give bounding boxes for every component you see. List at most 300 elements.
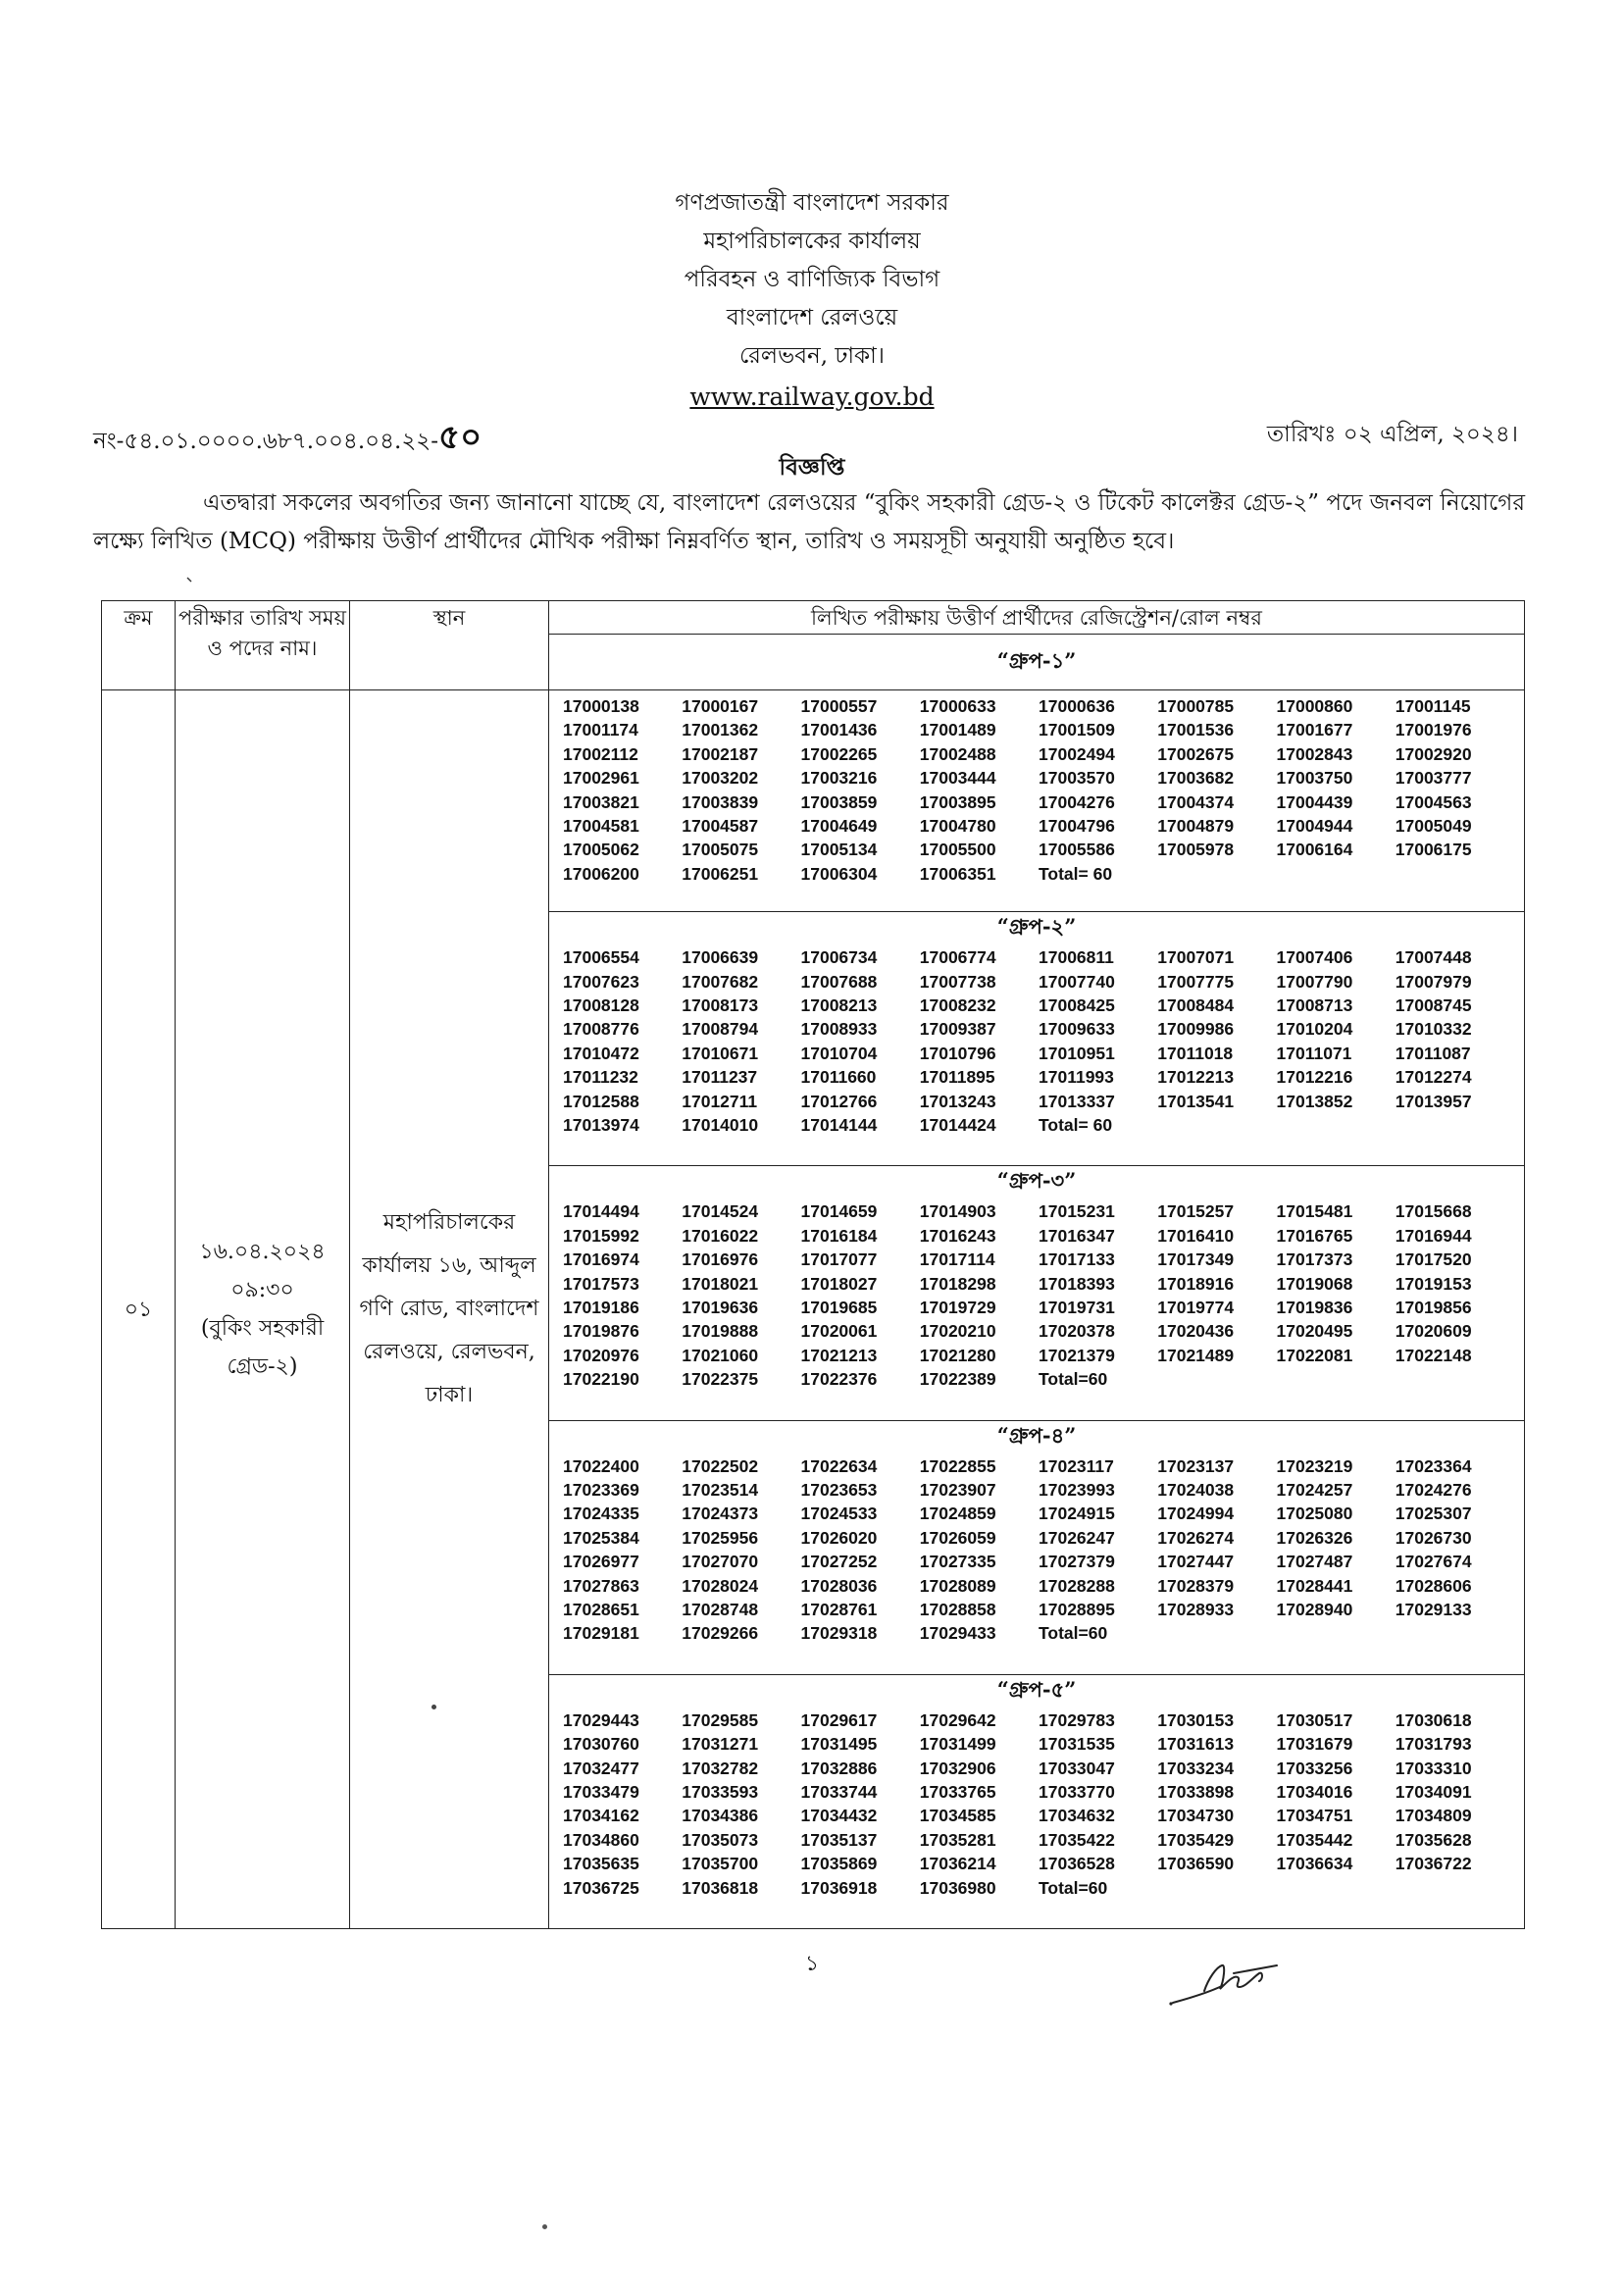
roll-number: 17001489	[919, 720, 996, 740]
roll-number: 17007448	[1395, 947, 1472, 968]
roll-number: 17001436	[800, 720, 878, 740]
roll-number: 17016974	[563, 1249, 639, 1270]
roll-number: 17018393	[1039, 1273, 1115, 1294]
roll-list	[549, 942, 1524, 1143]
memo-number-suffix: ৫০	[438, 418, 482, 457]
roll-number: 17003202	[682, 768, 759, 789]
roll-number: 17012216	[1276, 1067, 1353, 1088]
roll-number: 17003859	[800, 791, 878, 812]
roll-number: 17022081	[1276, 1345, 1353, 1365]
roll-number: 17006554	[563, 947, 639, 968]
group-title: “গ্রুপ-১”	[996, 648, 1077, 673]
roll-number: 17016184	[800, 1225, 878, 1246]
stray-dot	[542, 2224, 547, 2229]
roll-number: 17005500	[919, 840, 996, 860]
roll-number: 17019774	[1157, 1298, 1235, 1318]
roll-number: 17033770	[1039, 1782, 1115, 1802]
roll-number: 17034386	[682, 1806, 759, 1826]
roll-number: 17034585	[919, 1806, 996, 1826]
roll-number: 17022634	[800, 1455, 878, 1476]
office-address: রেলভবন, ঢাকা।	[738, 343, 886, 369]
roll-number: 17029181	[563, 1623, 639, 1644]
department-name: পরিবহন ও বাণিজ্যিক বিভাগ	[684, 267, 940, 292]
roll-number: 17025307	[1395, 1504, 1472, 1524]
roll-number: 17006251	[682, 863, 759, 884]
roll-number: 17023369	[563, 1480, 639, 1501]
roll-number: 17013541	[1157, 1091, 1235, 1111]
roll-number: 17012711	[682, 1091, 758, 1111]
roll-number: 17025384	[563, 1527, 639, 1548]
roll-number: 17006811	[1039, 947, 1114, 968]
roll-number: 17004780	[919, 816, 996, 837]
roll-number: 17003682	[1157, 768, 1235, 789]
roll-number: 17008713	[1276, 995, 1353, 1016]
roll-number: 17033479	[563, 1782, 639, 1802]
roll-number: 17022190	[563, 1369, 639, 1390]
roll-number: 17020378	[1039, 1321, 1115, 1342]
roll-number: 17034016	[1276, 1782, 1353, 1802]
roll-number: 17007623	[563, 971, 639, 992]
roll-number: 17029318	[800, 1623, 878, 1644]
row-date-time	[176, 690, 350, 1929]
roll-number: 17018916	[1157, 1273, 1235, 1294]
roll-number: 17008484	[1157, 995, 1235, 1016]
roll-number: 17019731	[1039, 1298, 1115, 1318]
roll-number: 17035429	[1157, 1829, 1235, 1850]
roll-number: 17028933	[1157, 1600, 1235, 1620]
group-title: “গ্রুপ-৩”	[996, 1168, 1077, 1194]
notice-title: বিজ্ঞপ্তি	[779, 454, 845, 481]
roll-number: 17006164	[1276, 840, 1353, 860]
roll-number: 17036818	[682, 1877, 759, 1898]
roll-number: 17026247	[1039, 1527, 1115, 1548]
roll-number: 17001145	[1395, 696, 1471, 716]
roll-number: 17036590	[1157, 1854, 1235, 1874]
roll-number: 17011071	[1276, 1043, 1352, 1063]
roll-number: 17011993	[1039, 1067, 1114, 1088]
roll-number: 17002675	[1157, 743, 1235, 764]
roll-number: 17034860	[563, 1829, 639, 1850]
roll-number: 17007406	[1276, 947, 1353, 968]
roll-number: 17023993	[1039, 1480, 1115, 1501]
roll-list	[549, 1451, 1524, 1652]
roll-number: 17018021	[682, 1273, 759, 1294]
roll-number: 17025956	[682, 1527, 759, 1548]
roll-number: 17000785	[1157, 696, 1235, 716]
roll-number: 17017133	[1039, 1249, 1115, 1270]
roll-number: 17035137	[800, 1829, 878, 1850]
roll-number: 17019685	[800, 1298, 878, 1318]
roll-number: 17026977	[563, 1552, 639, 1572]
roll-number: 17002265	[800, 743, 878, 764]
table-row	[102, 690, 1525, 912]
roll-number: 17028761	[800, 1600, 878, 1620]
roll-number: 17011087	[1395, 1043, 1471, 1063]
roll-number: 17003777	[1395, 768, 1472, 789]
roll-number: 17031793	[1395, 1734, 1472, 1755]
roll-number: 17013337	[1039, 1091, 1115, 1111]
roll-number: 17010204	[1276, 1019, 1353, 1040]
roll-number: 17028940	[1276, 1600, 1353, 1620]
roll-number: 17022855	[919, 1455, 996, 1476]
group-5-cell	[549, 1674, 1525, 1928]
roll-number: 17022148	[1395, 1345, 1472, 1365]
roll-number: 17019888	[682, 1321, 759, 1342]
roll-number: 17004581	[563, 816, 639, 837]
roll-number: 17031495	[800, 1734, 878, 1755]
roll-number: 17029642	[919, 1709, 996, 1730]
roll-number: 17002112	[563, 743, 638, 764]
roll-number: 17008794	[682, 1019, 759, 1040]
roll-number: 17029585	[682, 1709, 759, 1730]
roll-number: 17024373	[682, 1504, 759, 1524]
roll-number: 17033744	[800, 1782, 878, 1802]
roll-number: 17002488	[919, 743, 996, 764]
roll-number: 17003444	[919, 768, 996, 789]
roll-number: 17011018	[1157, 1043, 1234, 1063]
roll-number: 17004374	[1157, 791, 1235, 812]
roll-list	[549, 690, 1524, 892]
roll-number: 17035869	[800, 1854, 878, 1874]
roll-number: 17024994	[1157, 1504, 1235, 1524]
roll-number: 17036918	[800, 1877, 878, 1898]
roll-number: 17033765	[919, 1782, 996, 1802]
roll-number: 17016347	[1039, 1225, 1115, 1246]
row-time: ০৯:৩০	[230, 1278, 294, 1302]
roll-number: 17022389	[919, 1369, 996, 1390]
roll-number: 17001362	[682, 720, 759, 740]
roll-number: 17014424	[919, 1115, 996, 1136]
roll-number: 17030618	[1395, 1709, 1472, 1730]
roll-number: 17008425	[1039, 995, 1115, 1016]
roll-number: 17021379	[1039, 1345, 1115, 1365]
row-venue: মহাপরিচালকের কার্যালয় ১৬, আব্দুল গণি রোড, বাংলাদেশ রেলওয়ে, রেলভবন, ঢাকা।	[350, 690, 549, 1929]
roll-number: 17003821	[563, 791, 639, 812]
roll-number: 17010332	[1395, 1019, 1472, 1040]
roll-number: 17008173	[682, 995, 759, 1016]
roll-number: 17024257	[1276, 1480, 1353, 1501]
roll-number: 17006200	[563, 863, 639, 884]
roll-number: 17027674	[1395, 1552, 1472, 1572]
roll-number: 17007775	[1157, 971, 1235, 992]
group-4-cell	[549, 1420, 1525, 1674]
roll-number: 17030153	[1157, 1709, 1235, 1730]
roll-number: 17022376	[800, 1369, 878, 1390]
roll-number: 17022375	[682, 1369, 759, 1390]
roll-number: 17026274	[1157, 1527, 1235, 1548]
roll-number: 17007071	[1157, 947, 1235, 968]
roll-number: 17000557	[800, 696, 878, 716]
roll-number: 17031679	[1276, 1734, 1353, 1755]
roll-number: 17032782	[682, 1758, 759, 1778]
roll-number: 17004879	[1157, 816, 1235, 837]
roll-number: 17005049	[1395, 816, 1472, 837]
roll-number: 17001536	[1157, 720, 1235, 740]
roll-number: 17022502	[682, 1455, 759, 1476]
roll-number: 17010796	[919, 1043, 996, 1063]
roll-number: 17029133	[1395, 1600, 1472, 1620]
results-table	[101, 600, 1525, 1929]
roll-number: 17013974	[563, 1115, 639, 1136]
roll-number: 17000860	[1276, 696, 1353, 716]
roll-number: 17008232	[919, 995, 996, 1016]
stray-mark-icon	[186, 577, 192, 583]
roll-number: 17034091	[1395, 1782, 1472, 1802]
roll-number: 17001174	[563, 720, 638, 740]
roll-number: 17002961	[563, 768, 639, 789]
group-3-cell	[549, 1166, 1525, 1420]
roll-number: 17028858	[919, 1600, 996, 1620]
roll-number: 17005062	[563, 840, 639, 860]
roll-number: 17028089	[919, 1575, 996, 1596]
roll-number: 17034432	[800, 1806, 878, 1826]
roll-number: 17033898	[1157, 1782, 1235, 1802]
roll-number: 17008933	[800, 1019, 878, 1040]
roll-number: 17033256	[1276, 1758, 1353, 1778]
roll-number: 17008745	[1395, 995, 1472, 1016]
roll-number: 17005978	[1157, 840, 1235, 860]
header-serial: ক্রম	[102, 601, 176, 690]
roll-number: 17007688	[800, 971, 878, 992]
roll-number: 17017373	[1276, 1249, 1353, 1270]
roll-number: 17034730	[1157, 1806, 1235, 1826]
roll-number: 17010951	[1039, 1043, 1115, 1063]
roll-number: 17019636	[682, 1298, 759, 1318]
roll-number: 17032886	[800, 1758, 878, 1778]
roll-number: 17027335	[919, 1552, 996, 1572]
roll-number: 17020495	[1276, 1321, 1353, 1342]
roll-number: 17019068	[1276, 1273, 1353, 1294]
roll-number: 17005586	[1039, 840, 1115, 860]
roll-number: 17006639	[682, 947, 759, 968]
roll-number: 17036214	[919, 1854, 996, 1874]
roll-number: 17023514	[682, 1480, 759, 1501]
roll-number: 17024276	[1395, 1480, 1472, 1501]
roll-number: 17035635	[563, 1854, 639, 1874]
roll-number: 17021213	[800, 1345, 878, 1365]
roll-number: 17024859	[919, 1504, 996, 1524]
roll-number: 17020609	[1395, 1321, 1472, 1342]
roll-number: 17033047	[1039, 1758, 1115, 1778]
roll-number: 17023219	[1276, 1455, 1353, 1476]
roll-number: 17021489	[1157, 1345, 1235, 1365]
notice-body: এতদ্বারা সকলের অবগতির জন্য জানানো যাচ্ছে যে, বাংলাদেশ রেলওয়ের “বুকিং সহকারী গ্রেড-২ ও টিকেট কালেক্টর গ্রেড-২” পদে জনবল নিয়োগের লক্ষ্যে লিখিত (MCQ) পরীক্ষায় উত্তীর্ণ প্রার্থীদের মৌখিক পরীক্ষা নিম্নবর্ণিত স্থান, তারিখ ও সময়সূচী অনুযায়ী অনুষ্ঠিত হবে।	[93, 490, 1525, 554]
roll-number: 17034809	[1395, 1806, 1472, 1826]
roll-number: 17031499	[919, 1734, 996, 1755]
roll-number: 17031613	[1157, 1734, 1235, 1755]
roll-number: 17035422	[1039, 1829, 1115, 1850]
roll-number: 17002494	[1039, 743, 1115, 764]
roll-number: 17003895	[919, 791, 996, 812]
roll-number: 17026326	[1276, 1527, 1353, 1548]
roll-number: 17017520	[1395, 1249, 1472, 1270]
roll-number: 17028024	[682, 1575, 759, 1596]
roll-number: 17027863	[563, 1575, 639, 1596]
roll-number: 17014144	[800, 1115, 878, 1136]
roll-number: 17000167	[682, 696, 759, 716]
roll-number: 17007740	[1039, 971, 1115, 992]
roll-number: 17003750	[1276, 768, 1353, 789]
roll-number: 17008128	[563, 995, 639, 1016]
roll-number: 17034162	[563, 1806, 639, 1826]
roll-number: 17023364	[1395, 1455, 1472, 1476]
roll-number: 17033310	[1395, 1758, 1472, 1778]
roll-list	[549, 1705, 1524, 1906]
group-title: “গ্রুপ-৪”	[996, 1422, 1077, 1448]
roll-number: 17005134	[800, 840, 878, 860]
roll-number: 17034632	[1039, 1806, 1115, 1826]
roll-number: 17033593	[682, 1782, 759, 1802]
roll-number: 17007682	[682, 971, 759, 992]
group-total: Total= 60	[1039, 1115, 1113, 1136]
roll-number: 17017573	[563, 1273, 639, 1294]
roll-number: 17029443	[563, 1709, 639, 1730]
roll-number: 17029266	[682, 1623, 759, 1644]
roll-number: 17013957	[1395, 1091, 1472, 1111]
roll-number: 17019836	[1276, 1298, 1353, 1318]
roll-number: 17024038	[1157, 1480, 1235, 1501]
roll-number: 17009387	[919, 1019, 996, 1040]
roll-number: 17036634	[1276, 1854, 1353, 1874]
roll-number: 17015992	[563, 1225, 639, 1246]
roll-number: 17017114	[919, 1249, 995, 1270]
roll-number: 17013243	[919, 1091, 996, 1111]
organization-name: বাংলাদেশ রেলওয়ে	[726, 305, 898, 331]
roll-number: 17020061	[800, 1321, 878, 1342]
roll-number: 17004796	[1039, 816, 1115, 837]
roll-number: 17012766	[800, 1091, 878, 1111]
roll-number: 17027447	[1157, 1552, 1235, 1572]
roll-list	[549, 1196, 1524, 1397]
group-title: “গ্রুপ-২”	[996, 914, 1077, 940]
group-total: Total=60	[1039, 1623, 1108, 1644]
roll-number: 17013852	[1276, 1091, 1353, 1111]
roll-number: 17021060	[682, 1345, 759, 1365]
roll-number: 17023137	[1157, 1455, 1235, 1476]
roll-number: 17010704	[800, 1043, 878, 1063]
roll-number: 17017349	[1157, 1249, 1235, 1270]
roll-number: 17036980	[919, 1877, 996, 1898]
roll-number: 17011660	[800, 1067, 877, 1088]
roll-number: 17011232	[563, 1067, 638, 1088]
roll-number: 17016243	[919, 1225, 996, 1246]
roll-number: 17004587	[682, 816, 759, 837]
roll-number: 17006351	[919, 863, 996, 884]
memo-date: তারিখঃ ০২ এপ্রিল, ২০২৪।	[1266, 422, 1518, 447]
table-header-row	[102, 601, 1525, 635]
roll-number: 17001509	[1039, 720, 1115, 740]
group-total: Total= 60	[1039, 863, 1113, 884]
roll-number: 17003570	[1039, 768, 1115, 789]
roll-number: 17028748	[682, 1600, 759, 1620]
group-2-cell	[549, 912, 1525, 1166]
roll-number: 17035628	[1395, 1829, 1472, 1850]
roll-number: 17014903	[919, 1201, 996, 1222]
roll-number: 17017077	[800, 1249, 878, 1270]
roll-number: 17011237	[682, 1067, 758, 1088]
roll-number: 17016976	[682, 1249, 759, 1270]
roll-number: 17014010	[682, 1115, 759, 1136]
roll-number: 17023907	[919, 1480, 996, 1501]
roll-number: 17027252	[800, 1552, 878, 1572]
roll-number: 17028606	[1395, 1575, 1472, 1596]
roll-number: 17014659	[800, 1201, 878, 1222]
roll-number: 17028651	[563, 1600, 639, 1620]
roll-number: 17003839	[682, 791, 759, 812]
roll-number: 17006304	[800, 863, 878, 884]
roll-number: 17022400	[563, 1455, 639, 1476]
roll-number: 17010472	[563, 1043, 639, 1063]
roll-number: 17028036	[800, 1575, 878, 1596]
roll-number: 17012588	[563, 1091, 639, 1111]
letterhead	[0, 184, 1624, 416]
roll-number: 17023117	[1039, 1455, 1114, 1476]
roll-number: 17031535	[1039, 1734, 1115, 1755]
roll-number: 17019856	[1395, 1298, 1472, 1318]
group-total: Total=60	[1039, 1369, 1108, 1390]
roll-number: 17006774	[919, 947, 996, 968]
roll-number: 17019153	[1395, 1273, 1472, 1294]
roll-number: 17012213	[1157, 1067, 1235, 1088]
roll-number: 17035700	[682, 1854, 759, 1874]
roll-number: 17032477	[563, 1758, 639, 1778]
roll-number: 17019729	[919, 1298, 996, 1318]
roll-number: 17005075	[682, 840, 759, 860]
signature-icon	[1165, 1952, 1283, 2011]
roll-number: 17036528	[1039, 1854, 1115, 1874]
roll-number: 17011895	[919, 1067, 995, 1088]
roll-number: 17014524	[682, 1201, 759, 1222]
roll-number: 17026020	[800, 1527, 878, 1548]
stray-dot	[431, 1705, 436, 1709]
roll-number: 17009633	[1039, 1019, 1115, 1040]
roll-number: 17036725	[563, 1877, 639, 1898]
roll-number: 17008776	[563, 1019, 639, 1040]
roll-number: 17000636	[1039, 696, 1115, 716]
roll-number: 17026730	[1395, 1527, 1472, 1548]
roll-number: 17020436	[1157, 1321, 1235, 1342]
roll-number: 17012274	[1395, 1067, 1472, 1088]
roll-number: 17001677	[1276, 720, 1353, 740]
roll-number: 17016944	[1395, 1225, 1472, 1246]
roll-number: 17014494	[563, 1201, 639, 1222]
group-title: “গ্রুপ-৫”	[996, 1676, 1077, 1702]
group-1-cell	[549, 690, 1525, 912]
memo-number-text: নং-৫৪.০১.০০০০.৬৮৭.০০৪.০৪.২২-	[93, 429, 439, 454]
roll-number: 17004276	[1039, 791, 1115, 812]
government-name: গণপ্রজাতন্ত্রী বাংলাদেশ সরকার	[675, 190, 949, 216]
roll-number: 17004439	[1276, 791, 1353, 812]
roll-number: 17016410	[1157, 1225, 1235, 1246]
roll-number: 17004563	[1395, 791, 1472, 812]
roll-number: 17029433	[919, 1623, 996, 1644]
roll-number: 17016022	[682, 1225, 759, 1246]
roll-number: 17016765	[1276, 1225, 1353, 1246]
roll-number: 17004944	[1276, 816, 1353, 837]
roll-number: 17018298	[919, 1273, 996, 1294]
roll-number: 17035442	[1276, 1829, 1353, 1850]
roll-number: 17008213	[800, 995, 878, 1016]
row-date: ১৬.০৪.২০২৪	[199, 1240, 326, 1264]
office-name: মহাপরিচালকের কার্যালয়	[703, 229, 921, 254]
website-link[interactable]: www.railway.gov.bd	[689, 382, 935, 411]
roll-number: 17000138	[563, 696, 639, 716]
roll-number: 17003216	[800, 768, 878, 789]
roll-number: 17035073	[682, 1829, 759, 1850]
roll-number: 17028379	[1157, 1575, 1235, 1596]
roll-number: 17021280	[919, 1345, 996, 1365]
roll-number: 17006734	[800, 947, 878, 968]
